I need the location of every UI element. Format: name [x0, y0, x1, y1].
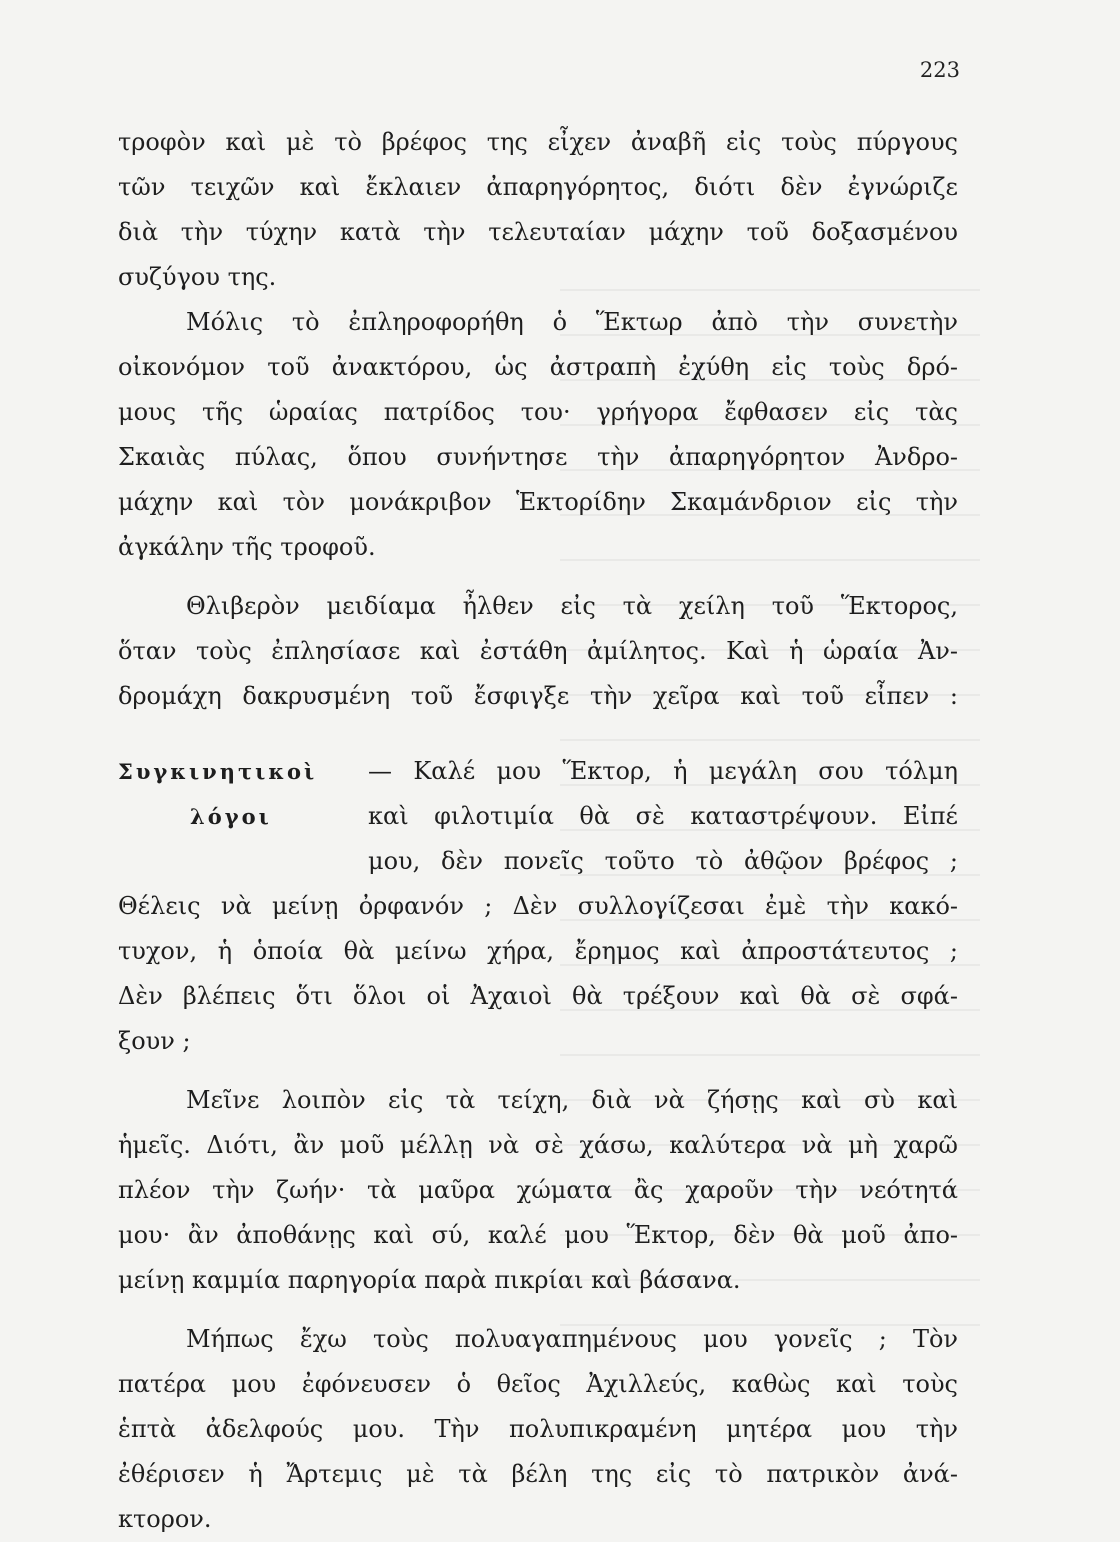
margin-heading-line: λόγοι: [190, 804, 272, 829]
text-line: μάχην καὶ τὸν μονάκριβον Ἑκτορίδην Σκαμάνδριον εἰς τὴν: [118, 488, 958, 516]
text-line: τῶν τειχῶν καὶ ἔκλαιεν ἀπαρηγόρητος, διότι δὲν ἐγνώριζε: [118, 173, 958, 201]
text-line: ἑπτὰ ἀδελφούς μου. Τὴν πολυπικραμένη μητέρα μου τὴν: [118, 1415, 958, 1443]
page-number: 223: [919, 58, 960, 82]
text-line: Θλιβερὸν μειδίαμα ἦλθεν εἰς τὰ χείλη τοῦ Ἕκτορος,: [186, 592, 958, 620]
text-line: καὶ φιλοτιμία θὰ σὲ καταστρέψουν. Εἰπέ: [368, 802, 958, 830]
text-line: ξουν ;: [118, 1027, 191, 1055]
margin-heading: [118, 749, 338, 839]
text-line: ὅταν τοὺς ἐπλησίασε καὶ ἐστάθη ἀμίλητος. Καὶ ἡ ὡραία Ἀν-: [118, 637, 958, 665]
text-line: Σκαιὰς πύλας, ὅπου συνήντησε τὴν ἀπαρηγόρητον Ἀνδρο-: [118, 443, 958, 471]
text-line: τυχον, ἡ ὁποία θὰ μείνω χήρα, ἔρημος καὶ ἀπροστάτευτος ;: [118, 937, 958, 965]
text-line: μους τῆς ὡραίας πατρίδος του· γρήγορα ἔφθασεν εἰς τὰς: [118, 398, 958, 426]
text-line: διὰ τὴν τύχην κατὰ τὴν τελευταίαν μάχην τοῦ δοξασμένου: [118, 218, 958, 246]
text-line: κτορον.: [118, 1505, 212, 1533]
text-line: τροφὸν καὶ μὲ τὸ βρέφος της εἶχεν ἀναβῆ εἰς τοὺς πύργους: [118, 128, 958, 156]
margin-heading-line: Συγκινητικοὶ: [118, 759, 318, 784]
text-line: μου· ἂν ἀποθάνῃς καὶ σύ, καλέ μου Ἕκτορ, δὲν θὰ μοῦ ἀπο-: [118, 1221, 958, 1249]
text-line: Δὲν βλέπεις ὅτι ὅλοι οἱ Ἀχαιοὶ θὰ τρέξουν καὶ θὰ σὲ σφά-: [118, 982, 958, 1010]
text-line: μείνῃ καμμία παρηγορία παρὰ πικρίαι καὶ βάσανα.: [118, 1266, 741, 1294]
text-line: πλέον τὴν ζωήν· τὰ μαῦρα χώματα ἂς χαροῦν τὴν νεότητά: [118, 1176, 958, 1204]
text-line: Μεῖνε λοιπὸν εἰς τὰ τείχη, διὰ νὰ ζήσῃς καὶ σὺ καὶ: [186, 1086, 958, 1114]
paragraph: [118, 120, 958, 300]
text-line: συζύγου της.: [118, 263, 277, 291]
text-line: — Καλέ μου Ἕκτορ, ἡ μεγάλη σου τόλμη: [368, 757, 958, 785]
paragraph: [118, 300, 958, 570]
text-line: πατέρα μου ἐφόνευσεν ὁ θεῖος Ἀχιλλεύς, καθὼς καὶ τοὺς: [118, 1370, 958, 1398]
text-line: δρομάχη δακρυσμένη τοῦ ἔσφιγξε τὴν χεῖρα καὶ τοῦ εἶπεν :: [118, 682, 958, 710]
text-line: Μήπως ἔχω τοὺς πολυαγαπημένους μου γονεῖς ; Τὸν: [186, 1325, 958, 1353]
text-line: ἡμεῖς. Διότι, ἂν μοῦ μέλλῃ νὰ σὲ χάσω, καλύτερα νὰ μὴ χαρῶ: [118, 1131, 958, 1159]
dialogue-section: [118, 749, 958, 1064]
text-line: ἐθέρισεν ἡ Ἄρτεμις μὲ τὰ βέλη της εἰς τὸ πατρικὸν ἀνά-: [118, 1460, 958, 1488]
paragraph: [118, 584, 958, 719]
text-line: Μόλις τὸ ἐπληροφορήθη ὁ Ἕκτωρ ἀπὸ τὴν συνετὴν: [186, 308, 958, 336]
paragraph: [118, 1317, 958, 1542]
text-line: Θέλεις νὰ μείνῃ ὀρφανόν ; Δὲν συλλογίζεσαι ἐμὲ τὴν κακό-: [118, 892, 958, 920]
body-text: [118, 120, 958, 1542]
text-line: οἰκονόμον τοῦ ἀνακτόρου, ὡς ἀστραπὴ ἐχύθη εἰς τοὺς δρό-: [118, 353, 958, 381]
text-line: ἀγκάλην τῆς τροφοῦ.: [118, 533, 376, 561]
text-line: μου, δὲν πονεῖς τοῦτο τὸ ἀθῷον βρέφος ;: [368, 847, 958, 875]
paragraph: [118, 1078, 958, 1303]
